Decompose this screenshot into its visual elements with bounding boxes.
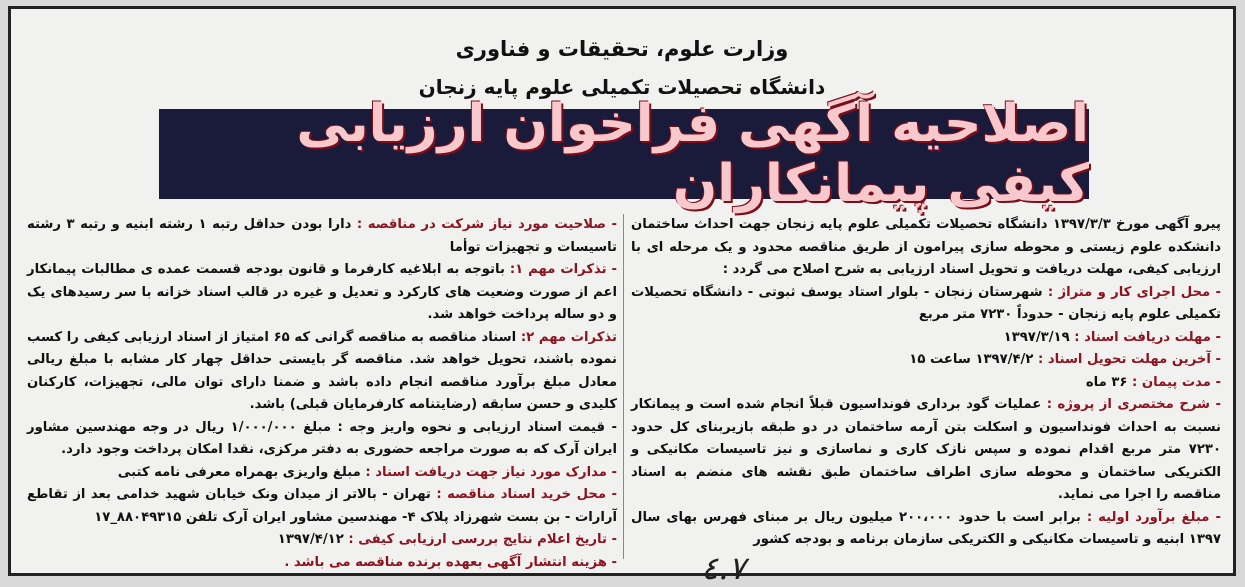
note2-item (27, 327, 617, 417)
description-item (631, 394, 1221, 507)
duration-label: - مدت پیمان : (1132, 374, 1221, 390)
docs-item (27, 462, 617, 485)
docs-label: - مدارک مورد نیاز جهت دریافت اسناد : (365, 464, 617, 480)
title-banner (159, 94, 1089, 214)
duration-value: ۳۶ ماه (1085, 374, 1128, 390)
location-label: - محل اجرای کار و متراژ : (1047, 284, 1221, 300)
qualification-value: دارا بودن حداقل رتبه ۱ رشته ابنیه و رتبه ۳ رشته تاسیسات و تجهیزات توأما (27, 217, 617, 255)
purchase-item (27, 484, 617, 529)
deadline-item (631, 349, 1221, 372)
description-label: - شرح مختصری از پروژه : (1046, 397, 1221, 412)
purchase-value: تهران - بالاتر از میدان ونک خیابان شهید خدامی بعد از تقاطع آرارات - بن بست شهرزاد پلاک ۴- مهندسین مشاور ایران آرک تلفن ۸۸۰۴۹۳۱۵_۱۷ (27, 487, 617, 525)
estimate-label: - مبلغ برآورد اولیه : (1086, 509, 1221, 525)
receive-value: ۱۳۹۷/۳/۱۹ (1003, 329, 1070, 345)
university-name: دانشگاه تحصیلات تکمیلی علوم پایه زنجان (418, 75, 826, 99)
qualification-label: - صلاحیت مورد نیاز شرکت در مناقصه : (356, 217, 617, 232)
column-divider (623, 214, 624, 559)
receive-item (631, 327, 1221, 350)
price-item: - قیمت اسناد ارزیابی و نحوه واریز وجه : مبلغ ۱/۰۰۰/۰۰۰ ریال در وجه مهندسین مشاور ایران آرک که به صورت مراجعه حضوری به دفتر مرکزی، نقدا امکان پرداخت وجود دارد. (27, 419, 617, 457)
docs-value: مبلغ واریزی بهمراه معرفی نامه کتبی (117, 464, 361, 480)
ministry-name: وزارت علوم، تحقیقات و فناوری (455, 37, 789, 61)
estimate-item (631, 507, 1221, 552)
description-value: عملیات گود برداری فونداسیون قبلاً انجام شده است و پیمانکار نسبت به احداث فونداسیون و اسکلت بتن آرمه ساختمان در دو طبقه بازیربنای کل حدود ۷۲۳۰ متر مربع اقدام نموده و سپس نازک کاری و نماسازی و نیز تاسیسات مکانیکی و الکتریکی ساختمان و محوطه سازی اطراف ساختمان طبق نقشه های منضم به اسناد مناقصه را اجرا می نماید. (631, 397, 1221, 502)
cost-item: - هزینه انتشار آگهی بعهده برنده مناقصه می باشد . (284, 554, 617, 570)
note2-value: اسناد مناقصه به مناقصه گرانی که ۶۵ امتیاز از اسناد ارزیابی کیفی را کسب نموده باشند، تحویل خواهد شد. مناقصه گر بایستی حداقل چهار کار مشابه با مبلغ ریالی معادل مبلغ برآورد مناقصه انجام داده باشد و ضمنا دارای توان مالی، تجهیزات، کارکنان کلیدی و حسن سابقه (رضایتنامه کارفرمایان قبلی) باشد. (27, 329, 617, 412)
location-value: شهرستان زنجان - بلوار استاد یوسف ثبوتی - دانشگاه تحصیلات تکمیلی علوم پایه زنجان - حدوداً ۷۲۳۰ متر مربع (631, 284, 1221, 322)
note1-item (27, 259, 617, 327)
deadline-label: - آخرین مهلت تحویل اسناد : (1037, 352, 1221, 367)
handwritten-note: ٤.٧ (701, 549, 746, 587)
result-item (27, 529, 617, 552)
receive-label: - مهلت دریافت اسناد : (1074, 329, 1221, 345)
note1-value: باتوجه به ابلاغیه کارفرما و قانون بودجه قسمت عمده ی مطالبات پیمانکار اعم از صورت وضعیت های کارکرد و تعدیل و غیره در قالب اسناد خزانه با سر رسیدهای یک و دو ساله پرداخت خواهد شد. (27, 262, 617, 322)
right-column (631, 214, 1221, 552)
notice-title: اصلاحیه آگهی فراخوان ارزیابی کیفی پیمانکاران (296, 94, 1089, 214)
notice-page (8, 6, 1236, 587)
result-label: - تاریخ اعلام نتایج بررسی ارزیابی کیفی : (348, 532, 617, 547)
intro-paragraph: پیرو آگهی مورخ ۱۳۹۷/۳/۳ دانشگاه تحصیلات تکمیلی علوم پایه زنجان جهت احداث ساختمان دانشکده علوم زیستی و محوطه سازی پیرامون از طریق مناقصه محدود و یک مرحله ای با ارزیابی کیفی، مهلت دریافت و تحویل اسناد ارزیابی به شرح اصلاح می گردد : (631, 217, 1221, 277)
duration-item (631, 372, 1221, 395)
estimate-value: برابر است با حدود ۲۰۰،۰۰۰ میلیون ریال بر مبنای فهرس بهای سال ۱۳۹۷ ابنیه و تاسیسات مکانیکی و الکتریکی سازمان برنامه و بودجه کشور (631, 509, 1221, 547)
note1-label: - تذکرات مهم ۱: (509, 262, 617, 277)
purchase-label: - محل خرید اسناد مناقصه : (436, 487, 617, 502)
result-value: ۱۳۹۷/۴/۱۲ (277, 532, 344, 547)
deadline-value: ۱۳۹۷/۴/۲ ساعت ۱۵ (909, 352, 1034, 367)
note2-label: تذکرات مهم ۲: (520, 329, 617, 345)
left-column (27, 214, 617, 574)
location-item (631, 282, 1221, 327)
qualification-item (27, 214, 617, 259)
